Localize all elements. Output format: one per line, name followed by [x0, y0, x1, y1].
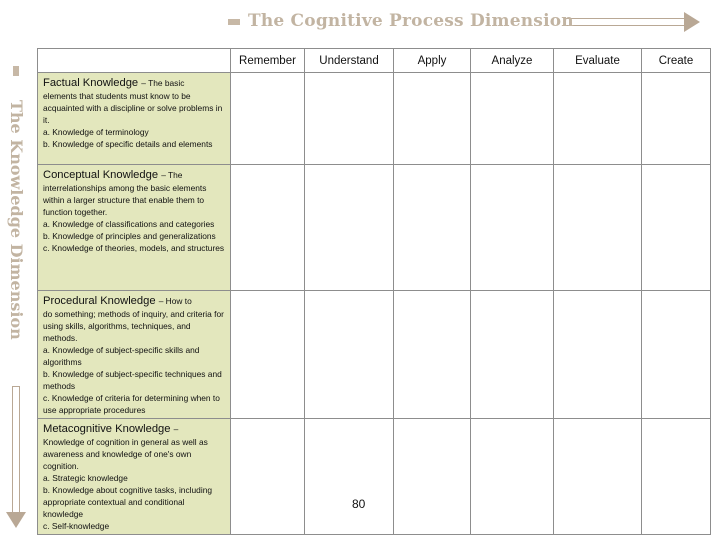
table-cell — [394, 419, 471, 535]
knowledge-subtype: c. Knowledge of criteria for determining when to use appropriate procedures — [43, 393, 220, 415]
table-cell — [305, 291, 394, 419]
knowledge-description: elements that students must know to be acquainted with a discipline or solve problems in it. — [43, 91, 223, 125]
knowledge-subtype: c. Knowledge of theories, models, and structures — [43, 243, 225, 253]
arrow-shaft — [564, 18, 684, 26]
table-cell — [642, 165, 711, 291]
arrow-tail — [13, 66, 19, 76]
table-cell — [471, 165, 554, 291]
knowledge-subtype: b. Knowledge of subject-specific techniques and methods — [43, 369, 222, 391]
knowledge-desc-lead: – The basic — [141, 78, 185, 88]
knowledge-desc-lead: – How to — [158, 296, 192, 306]
table-cell — [471, 73, 554, 165]
table-cell — [305, 73, 394, 165]
arrow-right-icon — [684, 12, 700, 32]
table-cell — [471, 419, 554, 535]
table-cell — [642, 291, 711, 419]
knowledge-subtype: a. Knowledge of terminology — [43, 127, 149, 137]
column-header-create: Create — [642, 49, 711, 73]
arrow-tail — [228, 19, 240, 25]
table-cell — [394, 291, 471, 419]
table-cell — [554, 165, 642, 291]
knowledge-cell-metacognitive — [38, 419, 231, 535]
knowledge-heading — [43, 76, 226, 90]
knowledge-subtype: a. Knowledge of subject-specific skills and algorithms — [43, 345, 200, 367]
knowledge-description: Knowledge of cognition in general as well as awareness and knowledge of one's own cognition. — [43, 437, 208, 471]
knowledge-name: Conceptual Knowledge — [43, 169, 159, 181]
table-cell — [231, 73, 305, 165]
table-cell — [305, 165, 394, 291]
table-cell — [642, 419, 711, 535]
knowledge-subtype: b. Knowledge of specific details and elements — [43, 139, 213, 149]
knowledge-desc-lead: – The — [161, 170, 183, 180]
taxonomy-table — [37, 48, 711, 535]
header-row — [38, 49, 711, 73]
column-header-remember: Remember — [231, 49, 305, 73]
column-header-apply: Apply — [394, 49, 471, 73]
knowledge-subtype: b. Knowledge about cognitive tasks, including appropriate contextual and conditional knowledge — [43, 485, 213, 519]
knowledge-subtype: a. Strategic knowledge — [43, 473, 128, 483]
table-cell — [554, 291, 642, 419]
table-cell — [305, 419, 394, 535]
arrow-down-icon — [6, 512, 26, 528]
table-cell — [394, 165, 471, 291]
column-header-evaluate: Evaluate — [554, 49, 642, 73]
knowledge-subtype: c. Self-knowledge — [43, 521, 110, 531]
cognitive-dimension-title: The Cognitive Process Dimension — [248, 11, 574, 31]
column-header-analyze: Analyze — [471, 49, 554, 73]
knowledge-cell-procedural — [38, 291, 231, 419]
knowledge-cell-factual — [38, 73, 231, 165]
knowledge-desc-lead: – — [173, 424, 179, 434]
knowledge-name: Procedural Knowledge — [43, 295, 156, 307]
table-row-conceptual — [38, 165, 711, 291]
column-header-understand: Understand — [305, 49, 394, 73]
page-number: 80 — [352, 497, 366, 511]
knowledge-description: interrelationships among the basic elements within a larger structure that enable them to function together. — [43, 183, 207, 217]
table-cell — [231, 419, 305, 535]
table-cell — [554, 419, 642, 535]
knowledge-name: Factual Knowledge — [43, 77, 139, 89]
table-row-metacognitive — [38, 419, 711, 535]
knowledge-heading — [43, 168, 226, 182]
table-row-factual — [38, 73, 711, 165]
arrow-shaft — [12, 386, 20, 512]
table-row-procedural — [38, 291, 711, 419]
knowledge-subtype: b. Knowledge of principles and generalizations — [43, 231, 216, 241]
table-cell — [231, 291, 305, 419]
table-cell — [471, 291, 554, 419]
table-cell — [554, 73, 642, 165]
knowledge-description: do something; methods of inquiry, and criteria for using skills, algorithms, techniques, and methods. — [43, 309, 224, 343]
corner-cell — [38, 49, 231, 73]
table-cell — [231, 165, 305, 291]
knowledge-cell-conceptual — [38, 165, 231, 291]
knowledge-heading — [43, 294, 226, 308]
table-cell — [642, 73, 711, 165]
knowledge-name: Metacognitive Knowledge — [43, 423, 171, 435]
table-cell — [394, 73, 471, 165]
knowledge-subtype: a. Knowledge of classifications and categories — [43, 219, 215, 229]
knowledge-heading — [43, 422, 226, 436]
knowledge-dimension-title: The Knowledge Dimension — [7, 100, 26, 340]
